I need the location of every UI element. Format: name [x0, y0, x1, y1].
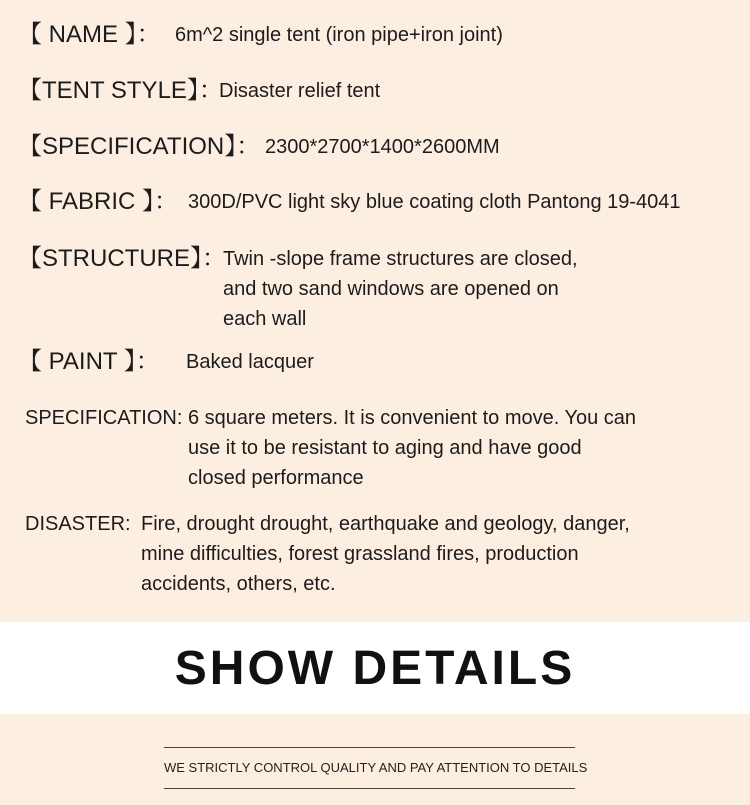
detail-row-disaster — [25, 509, 630, 599]
detail-row-specification — [25, 403, 636, 493]
detail-label-specification: SPECIFICATION: — [25, 407, 183, 429]
spec-label-paint: 【 PAINT 】： — [18, 348, 160, 375]
spec-row-structure — [18, 244, 578, 334]
footer — [0, 714, 750, 805]
spec-row-paint — [18, 347, 314, 377]
spec-label-structure: 【STRUCTURE】： — [18, 245, 226, 272]
structure-line: and two sand windows are opened on — [223, 278, 559, 300]
spec-label-name: 【 NAME 】： — [18, 21, 161, 48]
banner-title: SHOW DETAILS — [174, 641, 576, 695]
spec-value-paint: Baked lacquer — [186, 351, 314, 373]
divider-top — [164, 747, 575, 748]
disaster-line: mine difficulties, forest grassland fires, production — [141, 543, 579, 565]
detail-value-specification — [188, 403, 636, 493]
specification-line: 6 square meters. It is convenient to move. You can — [188, 407, 637, 429]
spec-row-fabric — [18, 187, 681, 217]
spec-label-specification: 【SPECIFICATION】： — [18, 133, 261, 160]
spec-row-tent-style — [18, 76, 380, 106]
spec-row-name — [18, 20, 503, 50]
spec-label-tent-style: 【TENT STYLE】： — [18, 77, 223, 104]
spec-row-specification — [18, 132, 500, 162]
spec-value-fabric: 300D/PVC light sky blue coating cloth Pantong 19-4041 — [188, 191, 681, 213]
show-details-banner — [0, 622, 750, 714]
spec-value-specification: 2300*2700*1400*2600MM — [265, 136, 500, 158]
structure-line: each wall — [223, 308, 307, 330]
spec-value-name: 6m^2 single tent (iron pipe+iron joint) — [175, 24, 503, 46]
disaster-line: accidents, others, etc. — [141, 573, 336, 595]
specification-line: use it to be resistant to aging and have good — [188, 437, 582, 459]
spec-value-structure — [223, 244, 578, 334]
footer-text: WE STRICTLY CONTROL QUALITY AND PAY ATTENTION TO DETAILS — [164, 760, 588, 775]
detail-label-disaster: DISASTER: — [25, 513, 131, 535]
structure-line: Twin -slope frame structures are closed, — [223, 248, 578, 270]
spec-value-tent-style: Disaster relief tent — [219, 80, 381, 102]
disaster-line: Fire, drought drought, earthquake and geology, danger, — [141, 513, 630, 535]
detail-value-disaster — [141, 509, 630, 599]
specification-line: closed performance — [188, 467, 364, 489]
spec-label-fabric: 【 FABRIC 】： — [18, 188, 179, 215]
divider-bottom — [164, 788, 575, 789]
